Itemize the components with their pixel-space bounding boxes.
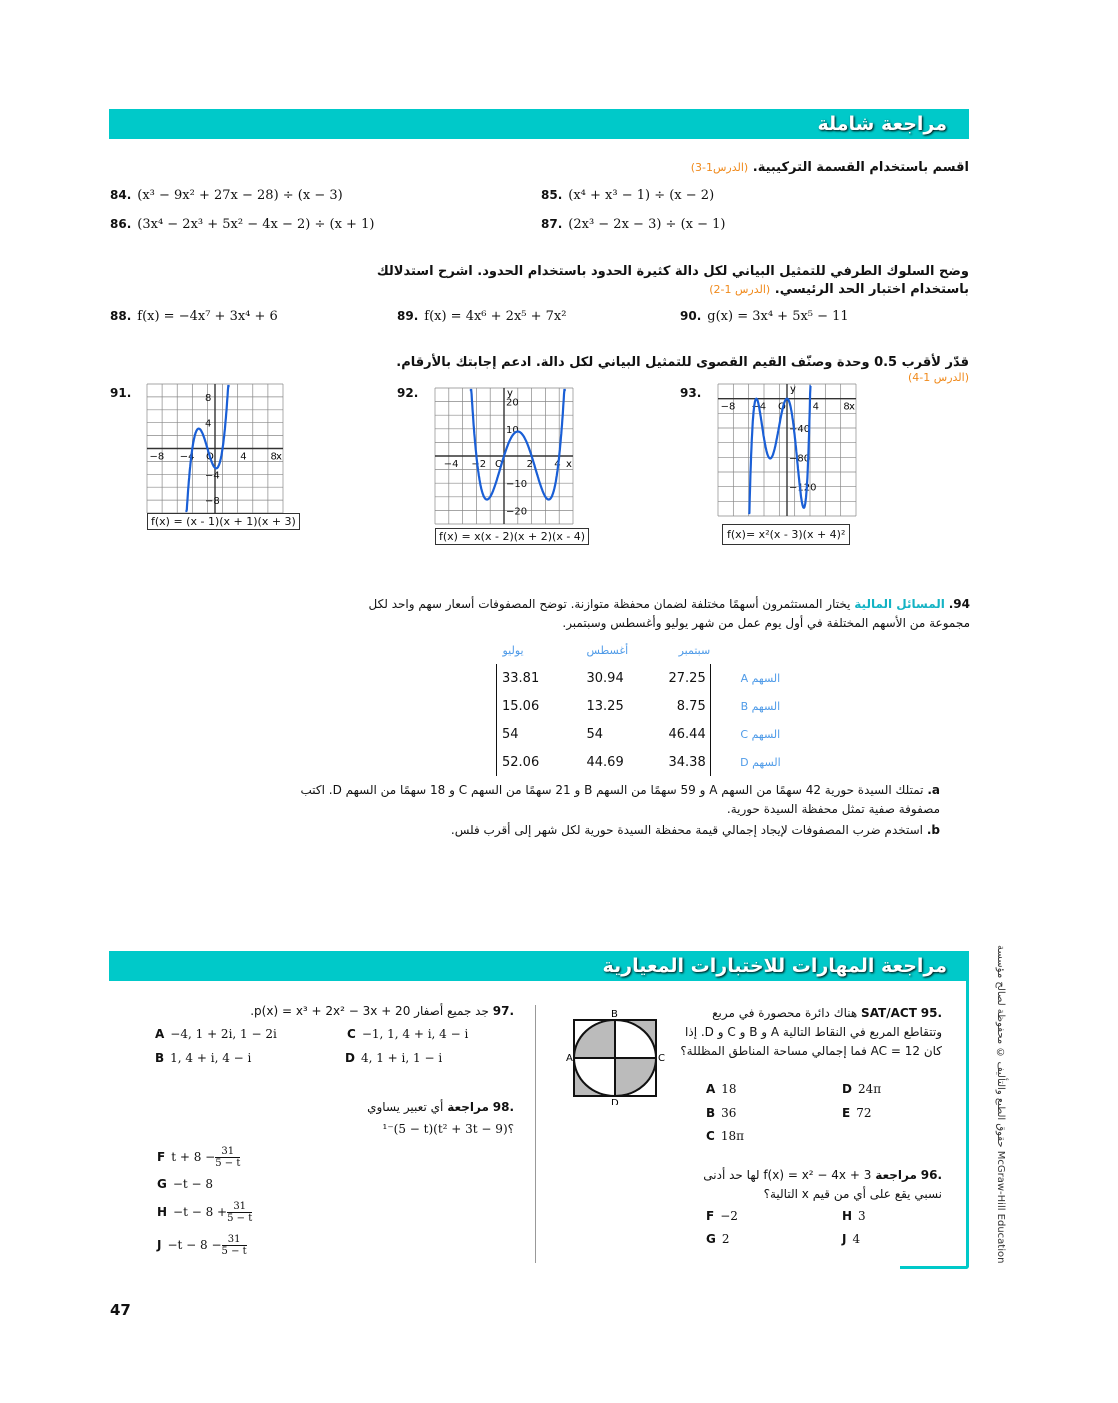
problem-97 — [150, 1004, 514, 1018]
circle-in-square-figure — [560, 1005, 670, 1105]
problem-text: هناك دائرة محصورة في مربع وتتقاطع المربع في النقاط التالية A و B و C و D. إذا كان AC = 12 فما إجمالي مساحة المناطق المظللة؟ — [680, 1006, 942, 1058]
choice-letter: D — [345, 1051, 355, 1065]
problem-number: .96 — [920, 1168, 942, 1182]
y-tick-label: −20 — [506, 506, 528, 518]
choice-value: 72 — [856, 1106, 872, 1120]
choice-value: −2 — [720, 1209, 738, 1223]
problem-text: أي تعبير يساوي — [367, 1100, 444, 1114]
choice-96-J[interactable] — [842, 1232, 860, 1246]
y-axis-name: y — [507, 388, 513, 399]
problem-number: 87. — [541, 217, 563, 231]
y-tick-label: 8 — [205, 392, 212, 404]
x-tick-label: 2 — [526, 459, 533, 470]
problem-number: 90. — [680, 309, 702, 323]
choice-letter: J — [157, 1238, 162, 1252]
choice-letter: B — [706, 1106, 716, 1120]
section-border — [966, 951, 969, 1269]
choice-97-B[interactable] — [155, 1051, 251, 1065]
problem-number: 85. — [541, 188, 563, 202]
problem-number: 89. — [397, 309, 419, 323]
problem-85 — [541, 188, 714, 203]
x-tick-label: 8 — [270, 451, 277, 463]
numerator: 31 — [227, 1201, 252, 1213]
choice-letter: A — [706, 1082, 716, 1096]
matrix-cell: 13.25 — [586, 698, 624, 714]
standardized-test-header — [109, 951, 969, 981]
matrix-cell: 46.44 — [669, 720, 711, 748]
matrix-cell: 52.06 — [497, 748, 587, 776]
choice-letter: C — [706, 1129, 715, 1143]
instruction-text: وضح السلوك الطرفي للتمثيل البياني لكل دالة كثيرة الحدود باستخدام الحدود. اشرح استدلالك باستخدام اختبار الحد الرئيسي. — [376, 264, 969, 297]
problem-93-number: 93. — [680, 386, 702, 400]
choice-letter: H — [842, 1209, 853, 1223]
problem-number: .98 — [492, 1100, 514, 1114]
matrix-cell: 33.81 — [497, 664, 587, 692]
x-tick-label: −4 — [179, 451, 195, 463]
matrix-cell: 54 — [497, 720, 587, 748]
matrix-cell: 15.06 — [497, 692, 587, 720]
problem-92-number: 92. — [397, 386, 419, 400]
choice-value: −t − 8 — [172, 1177, 214, 1191]
problem-number: .95 — [920, 1006, 942, 1020]
matrix-row-label: السهم A — [740, 671, 781, 685]
problem-87 — [541, 217, 725, 232]
matrix-cell: 34.38 — [669, 748, 711, 776]
choice-value: −t − 8 − — [167, 1238, 222, 1252]
graph-92 — [433, 386, 575, 526]
choice-value: 36 — [721, 1106, 737, 1120]
problem-text: f(x) = x² − 4x + 3 لها حد أدنى نسبي يقع على أي من قيم x التالية؟ — [703, 1168, 942, 1201]
problem-expr: g(x) = 3x⁴ + 5x⁵ − 11 — [707, 309, 849, 324]
problem-89 — [397, 309, 566, 324]
matrix-row — [497, 692, 781, 720]
choice-95-B[interactable] — [706, 1106, 736, 1120]
choice-97-C[interactable] — [347, 1027, 468, 1041]
fraction — [227, 1201, 252, 1224]
problem-tag: مراجعة — [875, 1168, 917, 1182]
instruction-synthetic-division — [400, 160, 969, 175]
lesson-ref: (الدرس1-3) — [690, 161, 749, 174]
section-title: مراجعة شاملة — [817, 113, 947, 135]
x-tick-label: 8 — [843, 401, 850, 413]
y-tick-label: 10 — [506, 424, 519, 436]
problem-90 — [680, 309, 849, 324]
y-tick-label: −4 — [205, 470, 220, 482]
column-header: يوليو — [502, 643, 524, 657]
problem-88 — [110, 309, 278, 324]
problem-96 — [680, 1166, 942, 1204]
problem-topic: المسائل المالية — [854, 597, 945, 611]
fraction — [215, 1146, 240, 1169]
x-tick-label: −8 — [149, 451, 165, 463]
matrix-cell: 44.69 — [586, 754, 624, 770]
point-c-label: C — [658, 1053, 665, 1064]
part-text: استخدم ضرب المصفوفات لإيجاد إجمالي قيمة محفظة السيدة حورية لكل شهر إلى أقرب فلس. — [450, 823, 924, 837]
choice-letter: B — [155, 1051, 165, 1065]
x-axis-name: x — [849, 401, 855, 413]
choice-95-E[interactable] — [842, 1106, 871, 1120]
point-a-label: A — [566, 1053, 573, 1064]
problem-tag: مراجعة — [447, 1100, 489, 1114]
problem-91-number: 91. — [110, 386, 132, 400]
problem-tag: SAT/ACT — [861, 1006, 917, 1020]
choice-96-H[interactable] — [842, 1209, 866, 1223]
instruction-text: اقسم باستخدام القسمة التركيبية. — [752, 160, 969, 175]
x-axis-name: x — [566, 459, 572, 470]
choice-value: 4 — [852, 1232, 861, 1246]
problem-expr: (x⁴ + x³ − 1) ÷ (x − 2) — [568, 188, 715, 203]
choice-value: 1, 4 + i, 4 − i — [170, 1051, 252, 1065]
column-header: أغسطس — [586, 643, 629, 657]
choice-98-J[interactable] — [157, 1234, 247, 1257]
x-tick-label: −2 — [471, 459, 487, 470]
x-tick-label: −8 — [720, 401, 736, 413]
numerator: 31 — [222, 1234, 247, 1246]
instruction-end-behavior — [320, 263, 969, 299]
choice-95-C[interactable] — [706, 1129, 744, 1143]
y-tick-label: 20 — [506, 397, 519, 409]
matrix-row — [497, 664, 781, 692]
choice-value: 24π — [857, 1082, 882, 1096]
choice-value: −4, 1 + 2i, 1 − 2i — [170, 1027, 277, 1041]
graph-93-function-label: f(x)= x²(x - 3)(x + 4)² — [722, 524, 850, 545]
denominator: 5 − t — [215, 1158, 241, 1169]
origin-label: O — [206, 451, 214, 463]
problem-number: 88. — [110, 309, 132, 323]
column-header: سبتمبر — [678, 643, 711, 657]
choice-98-H[interactable] — [157, 1201, 252, 1224]
problem-94 — [330, 595, 970, 633]
choice-letter: G — [706, 1232, 716, 1246]
part-letter: a. — [927, 783, 940, 797]
lesson-ref: (الدرس 1-4) — [908, 371, 969, 384]
page-number: 47 — [110, 1301, 131, 1319]
y-axis-name: y — [790, 384, 796, 395]
choice-letter: H — [157, 1205, 168, 1219]
matrix-cell: 27.25 — [669, 664, 711, 692]
point-b-label: B — [611, 1009, 618, 1020]
problem-98 — [300, 1096, 514, 1140]
y-tick-label: −10 — [506, 479, 528, 491]
section-header — [109, 109, 969, 139]
lesson-ref: (الدرس 1-2) — [709, 283, 771, 296]
y-tick-label: −8 — [205, 496, 220, 508]
choice-95-A[interactable] — [706, 1082, 737, 1096]
x-tick-label: 4 — [812, 401, 820, 413]
choice-letter: F — [706, 1209, 715, 1223]
stock-price-matrix — [496, 636, 781, 776]
choice-letter: D — [842, 1082, 852, 1096]
x-tick-label: 4 — [240, 451, 247, 463]
choice-value: 4, 1 + i, 1 − i — [360, 1051, 443, 1065]
y-tick-label: −120 — [789, 482, 817, 494]
choice-value: 18π — [720, 1129, 744, 1143]
problem-expr: ؟(t² + 3t − 9)(5 − t)⁻¹ — [382, 1122, 514, 1136]
matrix-row — [497, 748, 781, 776]
matrix-cell: 8.75 — [669, 692, 711, 720]
y-tick-label: −80 — [789, 453, 811, 465]
choice-letter: C — [347, 1027, 356, 1041]
choice-96-F[interactable] — [706, 1209, 738, 1223]
choice-letter: A — [155, 1027, 165, 1041]
point-d-label: D — [611, 1098, 619, 1105]
graph-91 — [145, 382, 285, 515]
problem-94-part-b — [280, 823, 940, 837]
choice-98-F[interactable] — [157, 1146, 240, 1169]
y-tick-label: 4 — [205, 418, 212, 430]
problem-text: جد جميع أصفار p(x) = x³ + 2x² − 3x + 20. — [250, 1004, 489, 1018]
choice-97-A[interactable] — [155, 1027, 277, 1041]
matrix-row — [497, 720, 781, 748]
x-axis-name: x — [276, 451, 282, 463]
problem-86 — [110, 217, 374, 232]
origin-label: O — [495, 459, 503, 470]
choice-value: 3 — [858, 1209, 866, 1223]
part-text: تمتلك السيدة حورية 42 سهمًا من السهم A و 59 سهمًا من السهم B و 21 سهمًا من السهم C و 18 سهمًا من السهم D. اكتب مصفوفة صفية تمثل محفظة السيدة حورية. — [300, 783, 940, 816]
problem-number: 86. — [110, 217, 132, 231]
matrix-cell: 30.94 — [586, 670, 624, 686]
matrix-row-label: السهم C — [740, 727, 781, 741]
matrix-row-label: السهم D — [740, 755, 781, 769]
problem-expr: (2x³ − 2x − 3) ÷ (x − 1) — [568, 217, 726, 232]
x-tick-label: −4 — [751, 401, 767, 413]
x-tick-label: 4 — [554, 459, 561, 470]
y-tick-label: −40 — [789, 424, 811, 435]
choice-letter: J — [842, 1232, 847, 1246]
problem-84 — [110, 188, 343, 203]
choice-letter: E — [842, 1106, 851, 1120]
choice-95-D[interactable] — [842, 1082, 881, 1096]
instruction-text: قدّر لأقرب 0.5 وحدة وصنّف القيم القصوى للتمثيل البياني لكل دالة. ادعم إجابتك بالأرقام. — [396, 355, 969, 370]
matrix-cell: 54 — [586, 726, 604, 742]
choice-97-D[interactable] — [345, 1051, 442, 1065]
choice-96-G[interactable] — [706, 1232, 730, 1246]
choice-value: t + 8 − — [171, 1150, 216, 1164]
graph-93 — [716, 382, 858, 518]
copyright-notice: حقوق الطبع والتأليف © محفوظة لصالح مؤسسة McGraw-Hill Education — [995, 945, 1006, 1264]
column-divider — [535, 1005, 536, 1263]
problem-text: يختار المستثمرون أسهمًا مختلفة لضمان محفظة متوازنة. توضح المصفوفات أسعار سهم واحد لكل مجموعة من الأسهم المختلفة في أول يوم عمل من شهر يوليو وأغسطس وسبتمبر. — [368, 597, 970, 630]
choice-value: −t − 8 + — [173, 1205, 228, 1219]
denominator: 5 − t — [221, 1246, 247, 1257]
problem-number: 94. — [948, 597, 970, 611]
origin-label: O — [778, 401, 786, 413]
choice-value: 18 — [721, 1082, 737, 1096]
matrix-row-label: السهم B — [740, 699, 781, 713]
choice-value: 2 — [721, 1232, 730, 1246]
choice-98-G[interactable] — [157, 1177, 213, 1191]
problem-number: .97 — [492, 1004, 514, 1018]
problem-expr: (x³ − 9x² + 27x − 28) ÷ (x − 3) — [137, 188, 343, 203]
problem-expr: f(x) = 4x⁶ + 2x⁵ + 7x² — [424, 309, 567, 324]
fraction — [222, 1234, 247, 1257]
graph-92-function-label: f(x) = x(x - 2)(x + 2)(x - 4) — [435, 528, 589, 545]
x-tick-label: −4 — [443, 459, 459, 470]
problem-expr: (3x⁴ − 2x³ + 5x² − 4x − 2) ÷ (x + 1) — [137, 217, 375, 232]
instruction-extrema — [360, 355, 969, 385]
problem-94-part-a — [280, 781, 940, 819]
choice-letter: G — [157, 1177, 167, 1191]
problem-number: 84. — [110, 188, 132, 202]
section-border-bottom — [900, 1266, 969, 1269]
part-letter: b. — [926, 823, 940, 837]
problem-expr: f(x) = −4x⁷ + 3x⁴ + 6 — [137, 309, 278, 324]
graph-91-function-label: f(x) = (x - 1)(x + 1)(x + 3) — [147, 513, 300, 530]
problem-95 — [680, 1004, 942, 1061]
numerator: 31 — [215, 1146, 240, 1158]
section-title: مراجعة المهارات للاختبارات المعيارية — [602, 955, 947, 977]
choice-value: −1, 1, 4 + i, 4 − i — [361, 1027, 469, 1041]
denominator: 5 − t — [227, 1213, 253, 1224]
choice-letter: F — [157, 1150, 166, 1164]
